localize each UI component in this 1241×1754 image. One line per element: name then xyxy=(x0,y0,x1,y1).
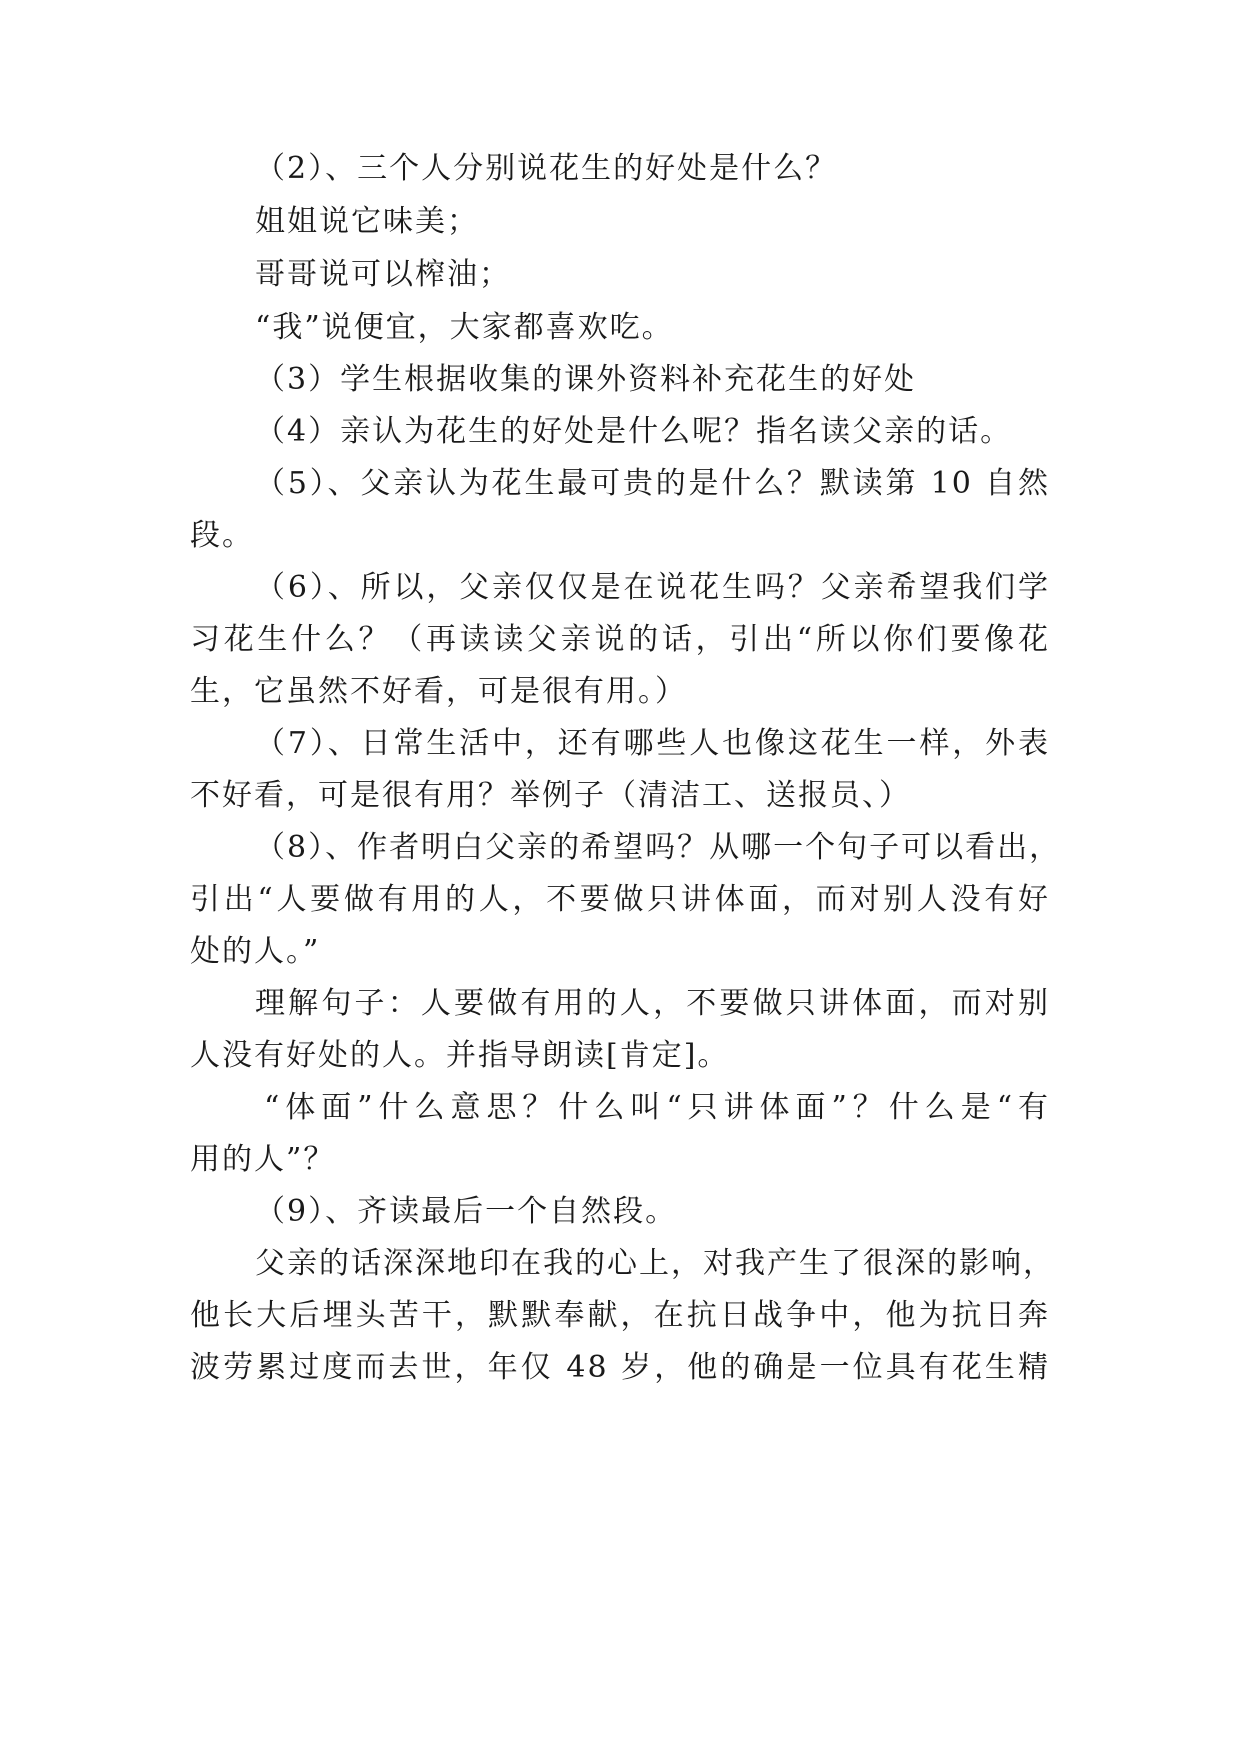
text-line: 理解句子：人要做有用的人，不要做只讲体面，而对别 xyxy=(255,986,1050,1021)
text-line: 引出“人要做有用的人，不要做只讲体面，而对别人没有好 xyxy=(190,882,1050,917)
text-line: 父亲的话深深地印在我的心上，对我产生了很深的影响， xyxy=(255,1246,1055,1281)
text-line: 习花生什么？（再读读父亲说的话，引出“所以你们要像花 xyxy=(190,622,1050,657)
text-line: 生，它虽然不好看，可是很有用。） xyxy=(190,674,687,709)
text-line: 人没有好处的人。并指导朗读[肯定]。 xyxy=(190,1038,730,1073)
text-line: （9）、齐读最后一个自然段。 xyxy=(255,1194,678,1229)
text-line: “体面”什么意思？什么叫“只讲体面”？什么是“有 xyxy=(264,1090,1050,1125)
text-line: 波劳累过度而去世，年仅 48 岁，他的确是一位具有花生精 xyxy=(190,1350,1050,1385)
text-line: 段。 xyxy=(190,518,254,553)
text-line: 处的人。” xyxy=(190,934,321,969)
text-line: 不好看，可是很有用？举例子（清洁工、送报员、） xyxy=(190,778,911,813)
text-line: （5）、父亲认为花生最可贵的是什么？默读第 10 自然 xyxy=(255,466,1050,501)
text-line: 哥哥说可以榨油； xyxy=(255,257,511,292)
text-line: （4）亲认为花生的好处是什么呢？指名读父亲的话。 xyxy=(255,414,1013,449)
text-line: （2）、三个人分别说花生的好处是什么？ xyxy=(255,151,838,186)
text-line: （8）、作者明白父亲的希望吗？从哪一个句子可以看出， xyxy=(255,830,1062,865)
text-line: （3）学生根据收集的课外资料补充花生的好处 xyxy=(255,362,917,397)
text-line: “我”说便宜，大家都喜欢吃。 xyxy=(255,310,674,345)
text-line: （6）、所以，父亲仅仅是在说花生吗？父亲希望我们学 xyxy=(255,570,1050,605)
text-line: （7）、日常生活中，还有哪些人也像这花生一样，外表 xyxy=(255,726,1050,761)
text-line: 姐姐说它味美； xyxy=(255,204,479,239)
text-line: 用的人”？ xyxy=(190,1142,336,1177)
text-line: 他长大后埋头苦干，默默奉献，在抗日战争中，他为抗日奔 xyxy=(190,1298,1050,1333)
